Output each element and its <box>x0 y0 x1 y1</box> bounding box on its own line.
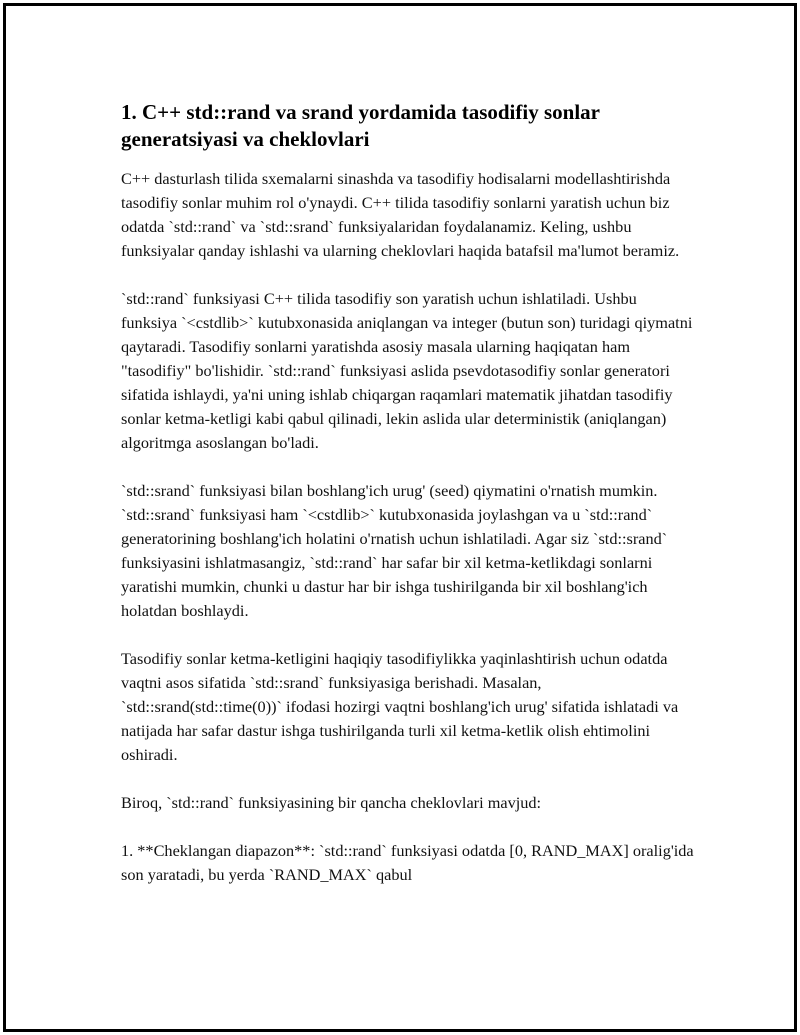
paragraph-limited-range: 1. **Cheklangan diapazon**: `std::rand` funksiyasi odatda [0, RAND_MAX] oralig'ida son yaratadi, bu yerda `RAND_MAX` qabul <box>121 841 694 884</box>
section-heading: 1. C++ std::rand va srand yordamida tasodifiy sonlar generatsiyasi va cheklovlari <box>121 100 600 151</box>
document-body <box>121 99 696 887</box>
paragraph-rand: `std::rand` funksiyasi C++ tilida tasodifiy son yaratish uchun ishlatiladi. Ushbu funksiya `<cstdlib>` kutubxonasida aniqlangan va integer (butun son) turidagi qiymatni qaytaradi. Tasodifiy sonlarni yaratishda asosiy masala ularning haqiqatan ham "tasodifiy" bo'lishidir. `std::rand` funksiyasi aslida psevdotasodifiy sonlar generatori sifatida ishlaydi, ya'ni uning ishlab chiqargan raqamlari matematik jihatdan tasodifiy sonlar ketma-ketligi kabi qabul qilinadi, lekin aslida ular deterministik (aniqlangan) algoritmga asoslangan bo'ladi. <box>121 289 693 452</box>
paragraph-intro: C++ dasturlash tilida sxemalarni sinashda va tasodifiy hodisalarni modellashtirishda tasodifiy sonlar muhim rol o'ynaydi. C++ tilida tasodifiy sonlarni yaratish uchun biz odatda `std::rand` va `std::srand` funksiyalaridan foydalanamiz. Keling, ushbu funksiyalar qanday ishlashi va ularning cheklovlari haqida batafsil ma'lumot beramiz. <box>121 169 680 260</box>
document-page <box>3 3 797 1032</box>
paragraph-time-seed: Tasodifiy sonlar ketma-ketligini haqiqiy tasodifiylikka yaqinlashtirish uchun odatda vaqtni asos sifatida `std::srand` funksiyasiga berishadi. Masalan, `std::srand(std::time(0))` ifodasi hozirgi vaqtni boshlang'ich urug' sifatida ishlatadi va natijada har safar dastur ishga tushirilganda turli xil ketma-ketlik olish ehtimolini oshiradi. <box>121 649 679 764</box>
paragraph-limitations: Biroq, `std::rand` funksiyasining bir qancha cheklovlari mavjud: <box>121 793 542 812</box>
paragraph-srand: `std::srand` funksiyasi bilan boshlang'ich urug' (seed) qiymatini o'rnatish mumkin. `std::srand` funksiyasi ham `<cstdlib>` kutubxonasida joylashgan va u `std::rand` generatorining boshlang'ich holatini o'rnatish uchun ishlatiladi. Agar siz `std::srand` funksiyasini ishlatmasangiz, `std::rand` har safar bir xil ketma-ketlikdagi sonlarni yaratishi mumkin, chunki u dastur har bir ishga tushirilganda bir xil boshlang'ich holatdan boshlaydi. <box>121 481 668 620</box>
